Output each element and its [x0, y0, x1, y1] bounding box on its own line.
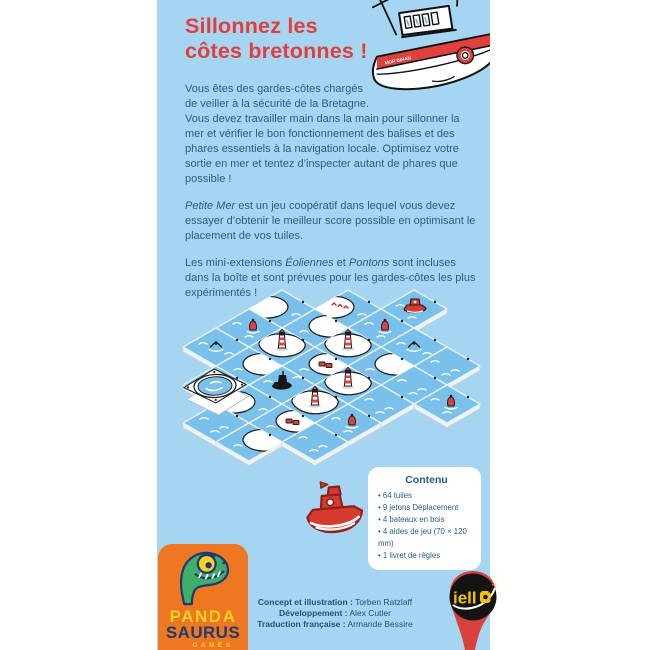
- intro-p2-text: est un jeu coopératif dans lequel vous devez essayer d’obtenir le meilleur score possible en optimisant le placement de vos tuiles.: [185, 200, 476, 242]
- intro-p3-rest: sont incluses dans la boîte et sont prévues pour les gardes-côtes les plus expérimentés !: [185, 257, 476, 299]
- intro-p1-text: Vous êtes des gardes-côtes chargés de veiller à la sécurité de la Bretagne. Vous devez travailler main dans la main pour sillonner la mer et vérifier le bon fonctionnement des balises et des phares essentiels à la navigation locale. Optimisez votre sortie en mer et tentez d’inspecter autant de phares que possible !: [185, 83, 460, 185]
- contents-item: • 64 tuiles: [378, 490, 475, 502]
- red-boat-meeple: [304, 479, 363, 535]
- pandasaurus-logo: [158, 544, 248, 650]
- game-name-italic: Petite Mer: [185, 200, 236, 212]
- expansion-name-1: Éoliennes: [285, 257, 334, 269]
- pandasaurus-word-saurus: SAURUS: [165, 623, 241, 642]
- title-line2: côtes bretonnes !: [185, 39, 368, 64]
- title-line1: Sillonnez les: [185, 14, 318, 38]
- intro-p3-mid: et: [333, 257, 349, 269]
- pandasaurus-dino-icon: [167, 548, 239, 606]
- boat-hull-label: MOR BIHAN: [384, 55, 412, 66]
- credit-label: Développement :: [279, 608, 348, 618]
- pandasaurus-word-panda: PANDA: [169, 607, 237, 626]
- expansion-name-2: Pontons: [348, 257, 390, 269]
- credit-label: Traduction française :: [257, 619, 346, 629]
- contents-box: [368, 467, 481, 570]
- contents-title: Contenu: [405, 474, 448, 486]
- pandasaurus-word-games: GAMES: [192, 642, 234, 649]
- iello-wordmark: iell: [453, 588, 477, 608]
- contents-list: [378, 490, 475, 562]
- credit-value: Alex Cutler: [349, 608, 391, 618]
- credit-label: Concept et illustration :: [257, 597, 353, 607]
- credit-value: Torben Ratzlaff: [355, 597, 413, 607]
- credit-value: Armande Bessire: [347, 619, 413, 629]
- contents-item: • 9 jetons Déplacement: [378, 502, 475, 514]
- contents-item: • 4 bateaux en bois: [378, 514, 475, 526]
- iello-tm: ™: [491, 584, 497, 590]
- iello-logo: [444, 568, 502, 650]
- intro-p3-pre: Les mini-extensions: [185, 257, 286, 269]
- contents-item: • 1 livret de règles: [378, 550, 475, 562]
- contents-item: • 4 aides de jeu (70 × 120 mm): [378, 526, 475, 550]
